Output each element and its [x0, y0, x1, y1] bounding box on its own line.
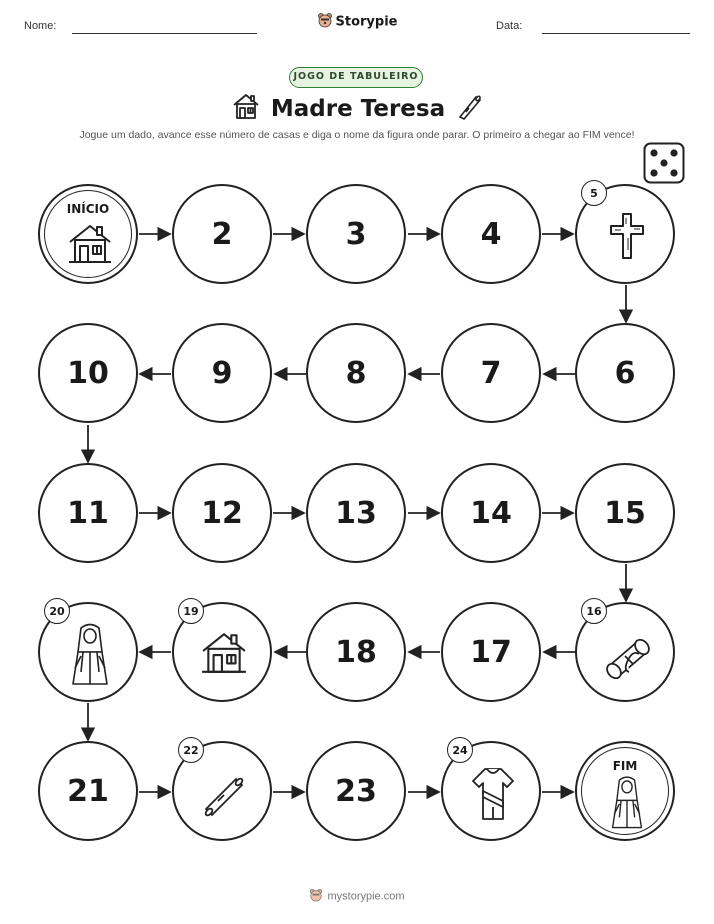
finish-label: FIM — [612, 759, 638, 773]
board-cell-6: 6 — [575, 323, 675, 423]
instructions: Jogue um dado, avance esse número de casas e diga o nome da figura onde parar. O primeiro a chegar ao FIM vence! — [79, 129, 635, 141]
board-cell-9: 9 — [172, 323, 272, 423]
board-cell-2: 2 — [172, 184, 272, 284]
board-cell-15: 15 — [575, 463, 675, 563]
board-cell-14: 14 — [441, 463, 541, 563]
bear-logo-icon — [309, 888, 323, 905]
title-text: Madre Teresa — [270, 96, 446, 122]
cell-number-badge: 5 — [581, 180, 607, 206]
board-cell-22 — [172, 741, 272, 841]
board-cell-finish — [575, 741, 675, 841]
cell-number-badge: 20 — [44, 598, 70, 624]
board-cell-16 — [575, 602, 675, 702]
board-cell-10: 10 — [38, 323, 138, 423]
stick-icon — [200, 771, 248, 819]
board-cell-4: 4 — [441, 184, 541, 284]
cell-number-badge: 24 — [447, 737, 473, 763]
nun-icon — [607, 775, 647, 831]
board-cell-21: 21 — [38, 741, 138, 841]
scroll-icon — [599, 630, 655, 680]
name-label: Nome: — [24, 20, 57, 32]
board-cell-23: 23 — [306, 741, 406, 841]
cell-number-badge: 22 — [178, 737, 204, 763]
house-icon — [67, 222, 113, 266]
date-label: Data: — [496, 20, 523, 32]
board-cell-19 — [172, 602, 272, 702]
board-cell-8: 8 — [306, 323, 406, 423]
nun-icon — [67, 622, 113, 688]
board-cell-3: 3 — [306, 184, 406, 284]
board-cell-13: 13 — [306, 463, 406, 563]
brand-name: Storypie — [335, 14, 398, 30]
board-cell-7: 7 — [441, 323, 541, 423]
house-icon — [200, 630, 248, 676]
board-cell-11: 11 — [38, 463, 138, 563]
board-cell-17: 17 — [441, 602, 541, 702]
board-cell-5 — [575, 184, 675, 284]
board-cell-24 — [441, 741, 541, 841]
cross-icon — [602, 210, 652, 262]
board-cell-18: 18 — [306, 602, 406, 702]
cell-number-badge: 16 — [581, 598, 607, 624]
board-cell-12: 12 — [172, 463, 272, 563]
footer — [0, 888, 714, 905]
board-cell-start — [38, 184, 138, 284]
start-label: INÍCIO — [66, 202, 110, 216]
cell-number-badge: 19 — [178, 598, 204, 624]
game-badge: JOGO DE TABULEIRO — [289, 67, 423, 88]
board-cell-20 — [38, 602, 138, 702]
footer-url[interactable]: mystorypie.com — [327, 890, 405, 903]
robe-icon — [469, 765, 517, 823]
